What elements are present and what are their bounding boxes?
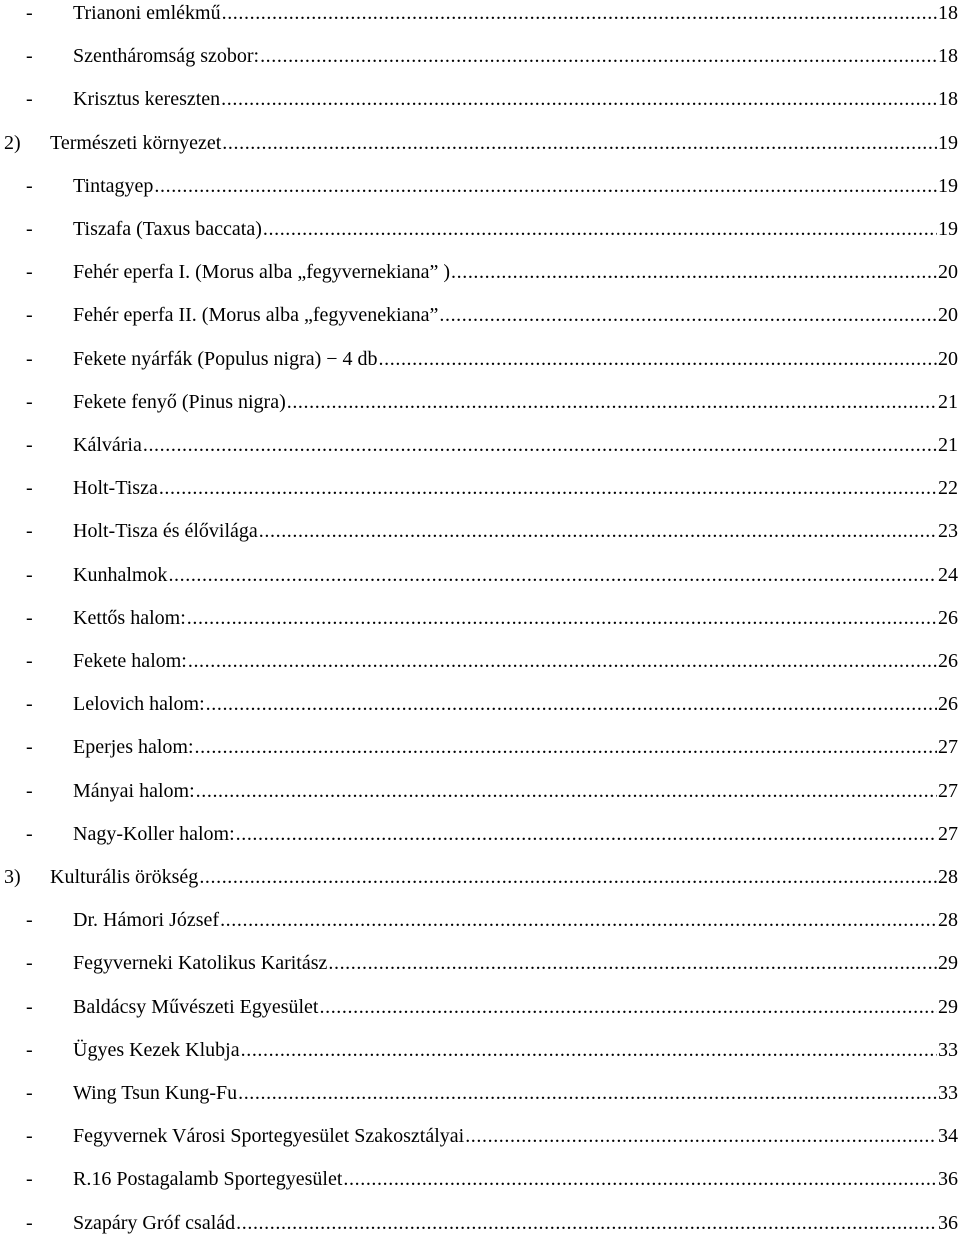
toc-entry[interactable] xyxy=(0,910,960,953)
toc-dot-leader xyxy=(287,392,937,412)
toc-entry-marker: - xyxy=(26,520,33,543)
toc-entry[interactable] xyxy=(0,392,960,435)
toc-entry[interactable] xyxy=(0,651,960,694)
toc-entry-page-number: 26 xyxy=(938,606,958,629)
toc-entry-marker: 3) xyxy=(4,866,21,888)
toc-dot-leader xyxy=(187,608,937,628)
toc-dot-leader xyxy=(221,89,937,109)
toc-entry-marker: - xyxy=(26,952,33,975)
toc-entry-page-number: 20 xyxy=(938,347,958,370)
toc-entry-marker: - xyxy=(26,1125,33,1148)
toc-entry-title: Dr. Hámori József xyxy=(73,909,220,932)
toc-dot-leader xyxy=(220,910,937,930)
toc-entry-page-number: 21 xyxy=(938,434,958,456)
toc-entry-marker: - xyxy=(26,218,33,240)
toc-entry-title: Kunhalmok xyxy=(73,563,168,586)
toc-entry-page-number: 34 xyxy=(938,1125,958,1148)
toc-entry[interactable] xyxy=(0,521,960,564)
toc-entry-title: Nagy-Koller halom: xyxy=(73,822,235,845)
toc-entry[interactable] xyxy=(0,737,960,780)
toc-dot-leader xyxy=(263,219,937,239)
toc-entry[interactable] xyxy=(0,781,960,824)
toc-entry-marker: - xyxy=(26,304,33,327)
toc-entry-title: Eperjes halom: xyxy=(73,736,194,759)
toc-entry-marker: - xyxy=(26,1082,33,1104)
toc-entry-title: Fegyvernek Városi Sportegyesület Szakosztályai xyxy=(73,1125,465,1148)
toc-dot-leader xyxy=(168,565,937,585)
toc-entry-page-number: 20 xyxy=(938,304,958,327)
toc-entry-title: Fekete halom: xyxy=(73,650,187,672)
toc-entry-page-number: 27 xyxy=(938,736,958,759)
toc-entry[interactable] xyxy=(0,133,960,176)
toc-entry-marker: - xyxy=(26,434,33,456)
toc-entry-page-number: 23 xyxy=(938,520,958,543)
toc-dot-leader xyxy=(222,133,937,153)
toc-entry-marker: - xyxy=(26,650,33,672)
toc-dot-leader xyxy=(199,867,937,887)
toc-entry-title: Szapáry Gróf család xyxy=(73,1211,236,1234)
toc-dot-leader xyxy=(159,478,937,498)
toc-dot-leader xyxy=(328,953,937,973)
toc-dot-leader xyxy=(236,1213,937,1233)
toc-dot-leader xyxy=(465,1126,937,1146)
toc-entry-marker: - xyxy=(26,261,33,284)
toc-entry-page-number: 26 xyxy=(938,650,958,672)
toc-entry-marker: - xyxy=(26,1168,33,1191)
toc-dot-leader xyxy=(206,694,937,714)
toc-entry-page-number: 21 xyxy=(938,390,958,413)
toc-entry-marker: - xyxy=(26,563,33,586)
toc-entry[interactable] xyxy=(0,262,960,305)
toc-dot-leader xyxy=(260,46,937,66)
toc-entry-title: Holt-Tisza és élővilága xyxy=(73,520,258,543)
toc-entry-page-number: 29 xyxy=(938,995,958,1018)
toc-entry-title: Krisztus kereszten xyxy=(73,88,221,111)
toc-entry-title: Kulturális örökség xyxy=(50,866,199,888)
toc-entry-marker: - xyxy=(26,606,33,629)
toc-entry-marker: - xyxy=(26,693,33,716)
toc-dot-leader xyxy=(259,521,937,541)
toc-entry-title: Fegyverneki Katolikus Karitász xyxy=(73,952,328,975)
toc-entry-page-number: 33 xyxy=(938,1082,958,1104)
toc-entry-title: R.16 Postagalamb Sportegyesület xyxy=(73,1168,343,1191)
toc-entry-page-number: 18 xyxy=(938,88,958,111)
toc-dot-leader xyxy=(222,3,937,23)
toc-entry[interactable] xyxy=(0,1040,960,1083)
toc-dot-leader xyxy=(451,262,937,282)
toc-entry-title: Kálvária xyxy=(73,434,142,456)
toc-entry-marker: - xyxy=(26,736,33,759)
toc-entry-marker: - xyxy=(26,45,33,68)
toc-entry-title: Tintagyep xyxy=(73,174,154,197)
toc-entry[interactable] xyxy=(0,565,960,608)
toc-entry[interactable] xyxy=(0,435,960,478)
toc-entry-title: Tiszafa (Taxus baccata) xyxy=(73,218,262,240)
toc-entry-marker: - xyxy=(26,822,33,845)
toc-entry-page-number: 33 xyxy=(938,1038,958,1061)
toc-entry-page-number: 19 xyxy=(938,218,958,240)
toc-entry-page-number: 24 xyxy=(938,563,958,586)
toc-entry-page-number: 36 xyxy=(938,1211,958,1234)
toc-entry[interactable] xyxy=(0,824,960,867)
toc-entry-title: Ügyes Kezek Klubja xyxy=(73,1038,240,1061)
toc-entry-marker: - xyxy=(26,174,33,197)
toc-entry[interactable] xyxy=(0,694,960,737)
toc-entry-page-number: 27 xyxy=(938,822,958,845)
toc-entry[interactable] xyxy=(0,1083,960,1126)
toc-entry-title: Baldácsy Művészeti Egyesület xyxy=(73,995,319,1018)
toc-dot-leader xyxy=(241,1040,937,1060)
toc-entry[interactable] xyxy=(0,953,960,996)
toc-dot-leader xyxy=(379,349,937,369)
toc-entry[interactable] xyxy=(0,867,960,910)
toc-entry-page-number: 26 xyxy=(938,693,958,716)
toc-entry-page-number: 19 xyxy=(938,174,958,197)
toc-entry-page-number: 22 xyxy=(938,477,958,500)
toc-entry-title: Wing Tsun Kung-Fu xyxy=(73,1082,238,1104)
toc-dot-leader xyxy=(196,781,937,801)
toc-entry-title: Fekete fenyő (Pinus nigra) xyxy=(73,390,286,413)
toc-entry-marker: - xyxy=(26,2,33,24)
toc-entry-marker: - xyxy=(26,995,33,1018)
toc-entry[interactable] xyxy=(0,3,960,46)
toc-dot-leader xyxy=(236,824,937,844)
toc-entry-title: Fekete nyárfák (Populus nigra) − 4 db xyxy=(73,347,378,370)
toc-entry-page-number: 20 xyxy=(938,261,958,284)
toc-entry[interactable] xyxy=(0,46,960,89)
toc-dot-leader xyxy=(195,737,937,757)
toc-entry-title: Szentháromság szobor: xyxy=(73,45,260,68)
toc-entry[interactable] xyxy=(0,1213,960,1256)
toc-dot-leader xyxy=(343,1169,937,1189)
toc-entry-title: Kettős halom: xyxy=(73,606,186,629)
toc-entry[interactable] xyxy=(0,305,960,348)
toc-entry-marker: - xyxy=(26,1211,33,1234)
toc-dot-leader xyxy=(238,1083,937,1103)
toc-entry[interactable] xyxy=(0,349,960,392)
toc-entry-page-number: 29 xyxy=(938,952,958,975)
toc-entry-page-number: 28 xyxy=(938,866,958,888)
toc-entry-title: Lelovich halom: xyxy=(73,693,205,716)
toc-entry-title: Trianoni emlékmű xyxy=(73,2,221,24)
toc-entry[interactable] xyxy=(0,1126,960,1169)
toc-entry[interactable] xyxy=(0,176,960,219)
toc-entry-marker: - xyxy=(26,477,33,500)
toc-entry-title: Fehér eperfa I. (Morus alba „fegyvernekiana” ) xyxy=(73,261,451,284)
toc-entry-page-number: 19 xyxy=(938,131,958,154)
toc-entry-marker: - xyxy=(26,779,33,802)
toc-dot-leader xyxy=(188,651,937,671)
toc-entry-page-number: 27 xyxy=(938,779,958,802)
toc-entry[interactable] xyxy=(0,608,960,651)
toc-dot-leader xyxy=(143,435,937,455)
toc-dot-leader xyxy=(154,176,937,196)
toc-entry-title: Fehér eperfa II. (Morus alba „fegyvenekiana” xyxy=(73,304,439,327)
toc-entry-marker: - xyxy=(26,1038,33,1061)
toc-entry-page-number: 36 xyxy=(938,1168,958,1191)
toc-entry-marker: 2) xyxy=(4,131,21,154)
toc-entry-marker: - xyxy=(26,347,33,370)
toc-dot-leader xyxy=(439,305,937,325)
toc-entry[interactable] xyxy=(0,997,960,1040)
toc-entry[interactable] xyxy=(0,1169,960,1212)
toc-entry-page-number: 28 xyxy=(938,909,958,932)
toc-entry[interactable] xyxy=(0,219,960,262)
toc-entry-title: Holt-Tisza xyxy=(73,477,158,500)
toc-entry-title: Mányai halom: xyxy=(73,779,195,802)
toc-entry-page-number: 18 xyxy=(938,45,958,68)
toc-dot-leader xyxy=(320,997,938,1017)
toc-entry-marker: - xyxy=(26,88,33,111)
toc-entry-marker: - xyxy=(26,390,33,413)
toc-entry-title: Természeti környezet xyxy=(50,131,222,154)
toc-entry[interactable] xyxy=(0,478,960,521)
toc-entry-page-number: 18 xyxy=(938,2,958,24)
toc-entry-marker: - xyxy=(26,909,33,932)
toc-entry[interactable] xyxy=(0,89,960,132)
